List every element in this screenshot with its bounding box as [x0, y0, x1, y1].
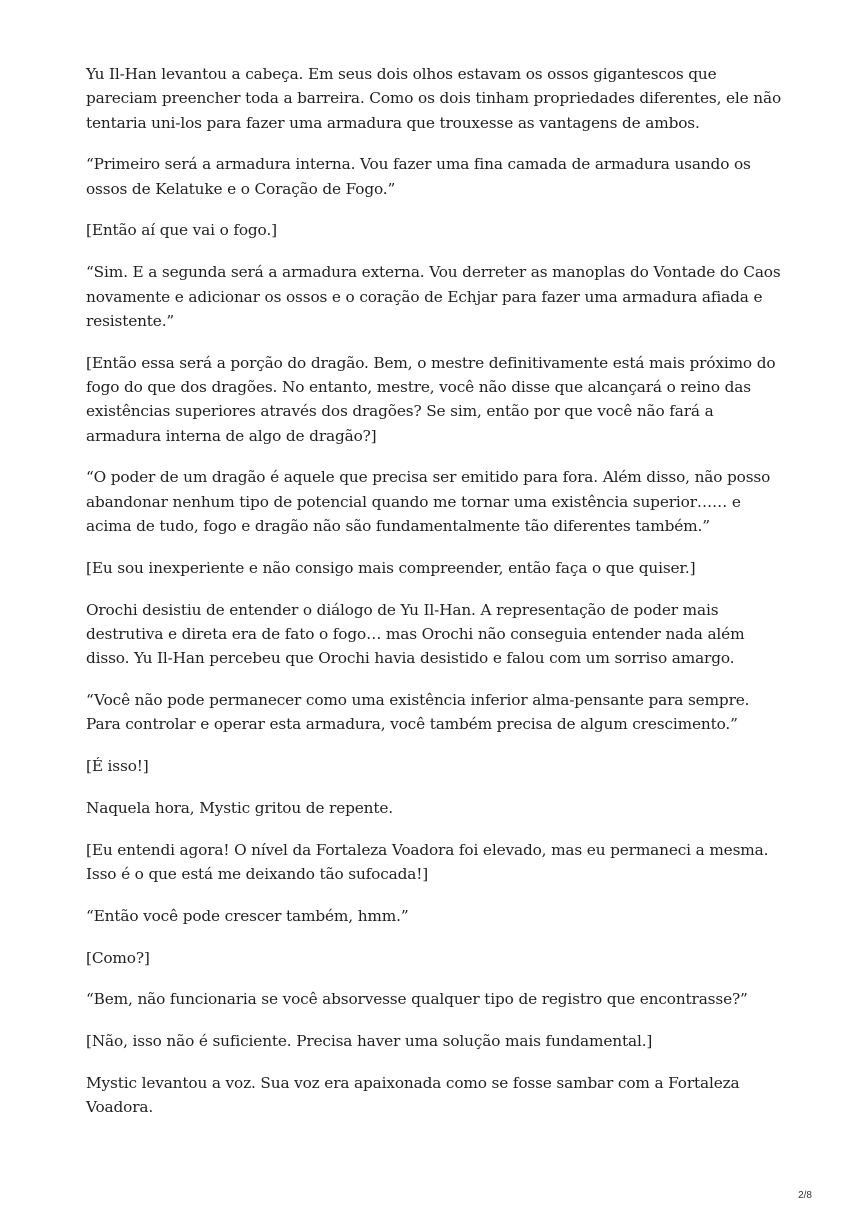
paragraph-17: Mystic levantou a voz. Sua voz era apaixonada como se fosse sambar com a Fortaleza Voadora.	[86, 1073, 740, 1117]
page-number: 2/8	[798, 1190, 812, 1201]
paragraph-9: “Você não pode permanecer como uma existência inferior alma-pensante para sempre. Para controlar e operar esta armadura, você também precisa de algum crescimento.”	[86, 690, 750, 734]
paragraph-6: “O poder de um dragão é aquele que precisa ser emitido para fora. Além disso, não posso abandonar nenhum tipo de potencial quando me tornar uma existência superior…… e acima de tudo, fogo e dragão não são fundamentalmente tão diferentes também.”	[86, 468, 771, 535]
paragraph-5: [Então essa será a porção do dragão. Bem, o mestre definitivamente está mais próximo do fogo do que dos dragões. No entanto, mestre, você não disse que alcançará o reino das existências superiores através dos dragões? Se sim, então por que você não fará a armadura interna de algo de dragão?]	[86, 353, 776, 445]
paragraph-16: [Não, isso não é suficiente. Precisa haver uma solução mais fundamental.]	[86, 1032, 653, 1051]
paragraph-4: “Sim. E a segunda será a armadura externa. Vou derreter as manoplas do Vontade do Caos novamente e adicionar os ossos e o coração de Echjar para fazer uma armadura afiada e resistente.”	[86, 263, 781, 330]
paragraph-12: [Eu entendi agora! O nível da Fortaleza Voadora foi elevado, mas eu permaneci a mesma. Isso é o que está me deixando tão sufocada!]	[86, 840, 769, 883]
paragraph-15: “Bem, não funcionaria se você absorvesse qualquer tipo de registro que encontrasse?”	[86, 990, 748, 1009]
paragraph-8: Orochi desistiu de entender o diálogo de Yu Il-Han. A representação de poder mais destrutiva e direta era de fato o fogo… mas Orochi não conseguia entender nada além disso. Yu Il-Han percebeu que Orochi havia desistido e falou com um sorriso amargo.	[86, 600, 745, 668]
paragraph-10: [É isso!]	[86, 757, 149, 776]
paragraph-11: Naquela hora, Mystic gritou de repente.	[86, 798, 393, 817]
paragraph-3: [Então aí que vai o fogo.]	[86, 221, 277, 240]
paragraph-13: “Então você pode crescer também, hmm.”	[86, 906, 409, 925]
paragraph-1: Yu Il-Han levantou a cabeça. Em seus dois olhos estavam os ossos gigantescos que pareciam preencher toda a barreira. Como os dois tinham propriedades diferentes, ele não tentaria uni-los para fazer uma armadura que trouxesse as vantagens de ambos.	[86, 65, 781, 132]
paragraph-2: “Primeiro será a armadura interna. Vou fazer uma fina camada de armadura usando os ossos de Kelatuke e o Coração de Fogo.”	[86, 155, 751, 198]
document-body	[86, 62, 786, 1137]
paragraph-14: [Como?]	[86, 948, 150, 967]
paragraph-7: [Eu sou inexperiente e não consigo mais compreender, então faça o que quiser.]	[86, 558, 696, 577]
